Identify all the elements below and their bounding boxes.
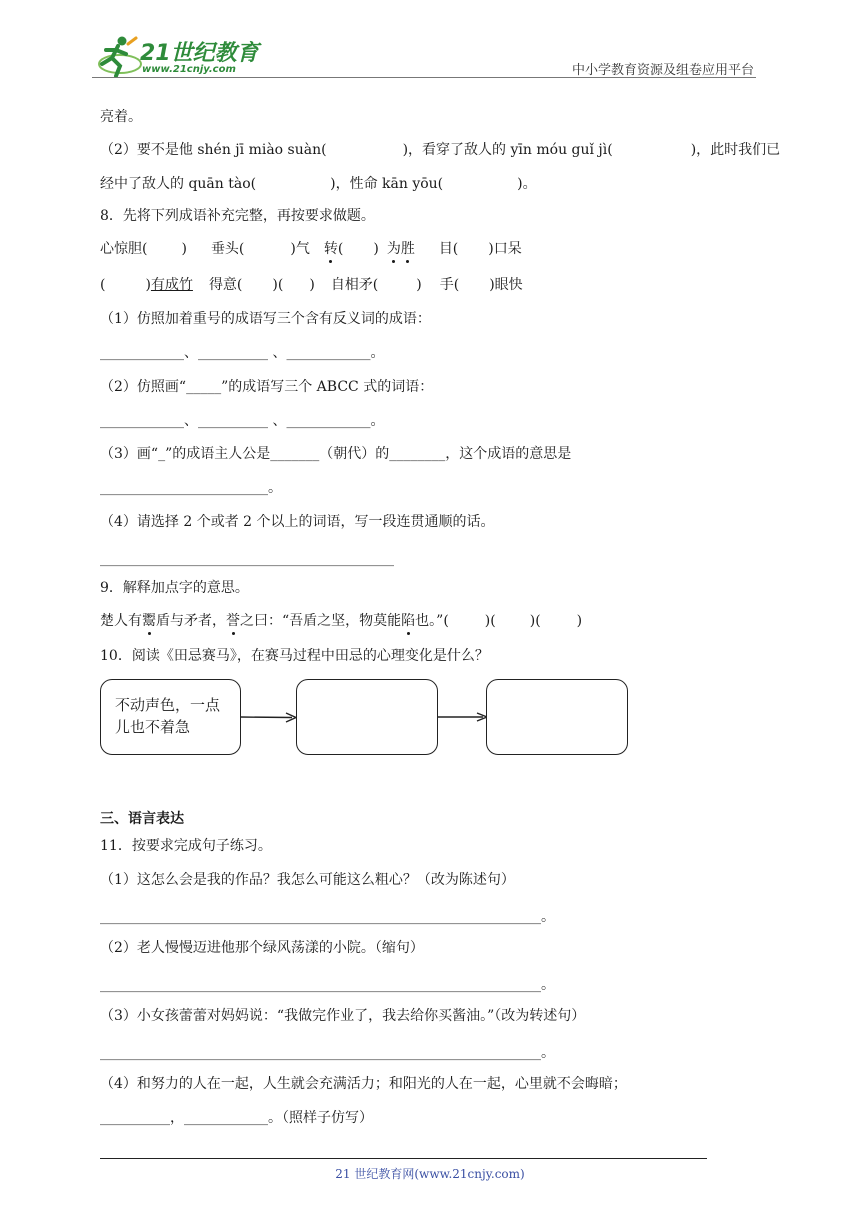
question-7-2-line1: （2）要不是他 shén jī miào suàn( )，看穿了敌人的 yīn móu guǐ jì( )，此时我们已 bbox=[100, 142, 781, 158]
text-line: 亮着。 bbox=[100, 109, 142, 125]
answer-blank: _______________________________________________________________。 bbox=[100, 1045, 555, 1061]
flow-box-1-line1: 不动声色，一点 bbox=[115, 696, 221, 714]
runner-logo-icon bbox=[92, 34, 142, 78]
answer-blank: __________，____________。（照样子仿写） bbox=[100, 1110, 373, 1126]
flow-box-1 bbox=[100, 679, 241, 755]
question-11-title: 11．按要求完成句子练习。 bbox=[100, 838, 272, 854]
footer-text[interactable]: 21 世纪教育网(www.21cnjy.com) bbox=[335, 1167, 525, 1181]
question-10-title: 10．阅读《田忌赛马》，在赛马过程中田忌的心理变化是什么？ bbox=[100, 648, 489, 664]
question-9-title: 9．解释加点字的意思。 bbox=[100, 580, 249, 596]
idiom-row-1: 心惊胆( ) 垂头( )气 转( ) 为胜 目( )口呆 bbox=[100, 241, 522, 257]
logo-title: 21世纪教育 bbox=[140, 41, 259, 66]
footer-rule bbox=[100, 1158, 707, 1159]
question-8-1: （1）仿照加着重号的成语写三个含有反义词的成语： bbox=[100, 311, 431, 327]
question-8-2: （2）仿照画“_____”的成语写三个 ABCC 式的词语： bbox=[100, 379, 434, 395]
platform-name: 中小学教育资源及组卷应用平台 bbox=[572, 63, 755, 78]
question-9-sentence: 楚人有鬻盾与矛者，誉之曰：“吾盾之坚，物莫能陷也。”( )( )( ) bbox=[100, 613, 583, 629]
question-11-3: （3）小女孩蕾蕾对妈妈说：“我做完作业了，我去给你买酱油。”（改为转述句） bbox=[100, 1008, 586, 1024]
question-8-4: （4）请选择 2 个或者 2 个以上的词语，写一段连贯通顺的话。 bbox=[100, 514, 495, 530]
question-11-2: （2）老人慢慢迈进他那个绿风荡漾的小院。（缩句） bbox=[100, 940, 424, 956]
flow-box-3[interactable] bbox=[486, 679, 628, 755]
arrow-icon bbox=[240, 709, 298, 725]
answer-blank: _______________________________________________________________。 bbox=[100, 977, 555, 993]
flow-box-1-line2: 儿也不着急 bbox=[115, 718, 191, 736]
logo bbox=[92, 34, 262, 78]
section-3-heading: 三、语言表达 bbox=[100, 811, 184, 827]
answer-blank: ________________________。 bbox=[100, 480, 282, 496]
idiom-row-2: ( )有成竹 得意( )( ) 自相矛( ) 手( )眼快 bbox=[100, 277, 523, 293]
question-8-3: （3）画“_”的成语主人公是_______（朝代）的________，这个成语的意思是 bbox=[100, 446, 572, 462]
answer-blank: _______________________________________________________________。 bbox=[100, 909, 555, 925]
flow-box-2[interactable] bbox=[296, 679, 438, 755]
logo-url: www.21cnjy.com bbox=[142, 64, 236, 75]
header-rule bbox=[92, 77, 756, 78]
question-11-4: （4）和努力的人在一起，人生就会充满活力；和阳光的人在一起，心里就不会晦暗； bbox=[100, 1076, 627, 1092]
answer-blank: ____________、__________ 、____________。 bbox=[100, 345, 385, 361]
question-11-1: （1）这怎么会是我的作品？我怎么可能这么粗心？（改为陈述句） bbox=[100, 872, 515, 888]
question-7-2-line2: 经中了敌人的 quān tào( )，性命 kān yōu( )。 bbox=[100, 176, 537, 192]
arrow-icon bbox=[437, 709, 489, 725]
answer-blank: ____________、__________ 、____________。 bbox=[100, 413, 385, 429]
answer-blank: __________________________________________ bbox=[100, 551, 394, 567]
question-8-title: 8．先将下列成语补充完整，再按要求做题。 bbox=[100, 208, 375, 224]
